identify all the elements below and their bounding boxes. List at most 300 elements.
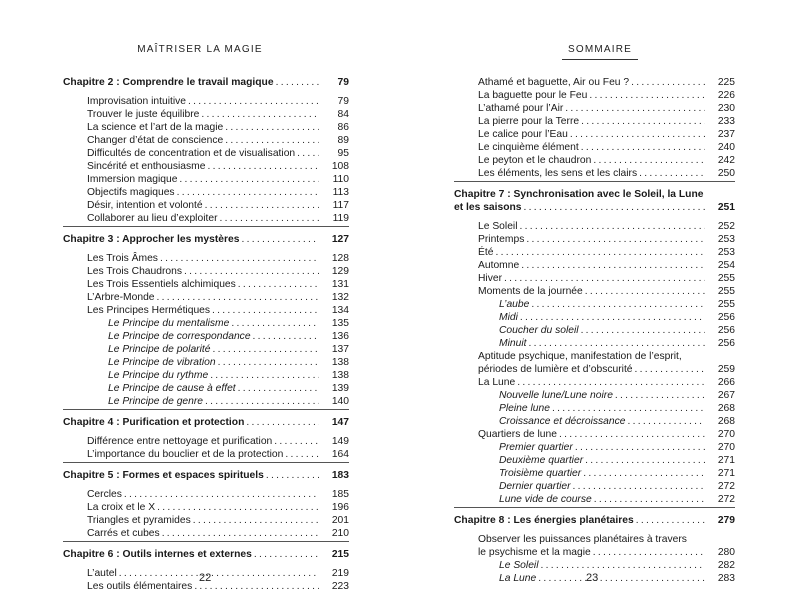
toc-entry (454, 76, 735, 89)
entry-page-number: 253 (717, 247, 735, 258)
entry-page-number: 119 (332, 213, 349, 224)
entry-page-number: 226 (717, 90, 735, 101)
dot-leader (157, 291, 319, 304)
entry-page-number: 183 (331, 470, 349, 481)
entry-page-number: 233 (717, 116, 735, 127)
entry-title (499, 337, 526, 350)
entry-title: Différence entre nettoyage et purification (87, 436, 273, 447)
entry-title (499, 559, 539, 572)
entry-title-emphasis: Deuxième quartier (499, 455, 584, 466)
running-head-text: SOMMAIRE (562, 44, 638, 60)
entry-title: La pierre pour la Terre (478, 116, 580, 127)
entry-page-number: 272 (717, 481, 735, 492)
dot-leader (565, 102, 705, 115)
entry-title (108, 382, 236, 395)
chapter-separator (63, 409, 349, 410)
dot-leader (585, 285, 705, 298)
toc-entry (454, 102, 735, 115)
toc-entry (454, 311, 735, 324)
toc-entry (63, 186, 349, 199)
entry-title-prefix: Le Principe de (108, 383, 177, 394)
entry-page-number: 140 (331, 396, 349, 407)
dot-leader (210, 369, 319, 382)
toc-entry (63, 304, 349, 317)
toc-entry (454, 141, 735, 154)
entry-page-number: 84 (337, 109, 349, 120)
dot-leader (635, 363, 705, 376)
entry-page-number: 136 (331, 331, 349, 342)
toc-entry (454, 154, 735, 167)
dot-leader (225, 121, 319, 134)
entry-title: La Lune (478, 377, 516, 388)
entry-page-number: 266 (717, 377, 735, 388)
entry-title: La science et l’art de la magie (87, 122, 224, 133)
entry-title-emphasis: Minuit (499, 338, 527, 349)
running-head (400, 44, 800, 60)
dot-leader (526, 233, 705, 246)
entry-title-prefix: Le Principe du (108, 318, 177, 329)
entry-title: Difficultés de concentration et de visualisation (87, 148, 296, 159)
entry-page-number: 137 (331, 344, 349, 355)
toc-entry (454, 454, 735, 467)
entry-page-number: 242 (717, 155, 735, 166)
toc-entry (63, 448, 349, 461)
entry-page-number: 135 (331, 318, 349, 329)
entry-title: Été (478, 247, 494, 258)
toc-entry (63, 435, 349, 448)
toc-entry (454, 415, 735, 428)
toc-entry (63, 343, 349, 356)
entry-title-emphasis: Troisième quartier (499, 468, 582, 479)
entry-page-number: 250 (717, 168, 735, 179)
toc-entry (454, 533, 735, 559)
dot-leader (241, 233, 319, 246)
entry-title: Chapitre 2 : Comprendre le travail magique (63, 77, 274, 88)
entry-title-prefix: Le Principe de (108, 344, 177, 355)
toc-entry (63, 395, 349, 408)
dot-leader (266, 469, 319, 482)
entry-title (499, 454, 583, 467)
toc-entry (63, 147, 349, 160)
dot-leader (541, 559, 706, 572)
toc-entry (63, 278, 349, 291)
entry-title: Chapitre 4 : Purification et protection (63, 417, 245, 428)
entry-page-number: 79 (337, 96, 349, 107)
entry-title: L’Arbre-Monde (87, 292, 155, 303)
page-number: 23 (586, 572, 599, 584)
running-head (0, 44, 400, 59)
dot-leader (177, 186, 319, 199)
dot-leader (297, 147, 319, 160)
entry-title-emphasis: Croissance et décroissance (499, 416, 626, 427)
entry-title: Athamé et baguette, Air ou Feu ? (478, 77, 630, 88)
entry-page-number: 268 (717, 416, 735, 427)
entry-page-number: 210 (331, 528, 349, 539)
entry-title-emphasis: Lune vide de course (499, 494, 592, 505)
toc-entry (63, 369, 349, 382)
entry-page-number: 139 (331, 383, 349, 394)
entry-title: Printemps (478, 234, 525, 245)
entry-page-number: 255 (717, 273, 735, 284)
entry-page-number: 89 (337, 135, 349, 146)
entry-title (499, 324, 579, 337)
entry-page-number: 283 (717, 573, 735, 584)
entry-title (499, 467, 581, 480)
toc-entry (63, 212, 349, 225)
table-of-contents (454, 76, 735, 585)
toc-entry (454, 559, 735, 572)
entry-title-emphasis: cause à effet (176, 383, 236, 394)
entry-title: Moments de la journée (478, 286, 583, 297)
entry-title-emphasis: mentalisme (176, 318, 230, 329)
toc-entry (454, 167, 735, 180)
dot-leader (188, 95, 319, 108)
entry-page-number: 252 (717, 221, 735, 232)
toc-entry (454, 480, 735, 493)
toc-entry (454, 441, 735, 454)
entry-title-prefix: Le Principe de (108, 357, 177, 368)
entry-page-number: 134 (331, 305, 349, 316)
entry-title-emphasis: La Lune (499, 573, 537, 584)
entry-page-number: 280 (717, 547, 735, 558)
dot-leader (559, 428, 705, 441)
entry-title-emphasis: rythme (176, 370, 209, 381)
entry-page-number: 225 (717, 77, 735, 88)
entry-title (108, 395, 203, 408)
toc-entry (454, 389, 735, 402)
entry-title-emphasis: Nouvelle lune/Lune noire (499, 390, 613, 401)
entry-title (499, 311, 518, 324)
entry-title-emphasis: correspondance (176, 331, 251, 342)
entry-title (499, 572, 536, 585)
entry-title (108, 343, 210, 356)
dot-leader (585, 454, 705, 467)
dot-leader (520, 220, 706, 233)
entry-page-number: 113 (332, 187, 349, 198)
entry-title: L’importance du bouclier et de la protection (87, 449, 284, 460)
entry-title: L’autel (87, 568, 117, 579)
entry-title-line: le psychisme et la magie (478, 547, 591, 558)
toc-entry (454, 298, 735, 311)
chapter-separator (63, 462, 349, 463)
entry-page-number: 219 (331, 568, 349, 579)
dot-leader (520, 311, 705, 324)
entry-title: Les éléments, les sens et les clairs (478, 168, 638, 179)
toc-entry (63, 160, 349, 173)
entry-title: Hiver (478, 273, 503, 284)
dot-leader (528, 337, 705, 350)
entry-page-number: 138 (331, 357, 349, 368)
toc-entry (63, 488, 349, 501)
entry-title: Trouver le juste équilibre (87, 109, 200, 120)
entry-title-emphasis: L’aube (499, 299, 530, 310)
entry-page-number: 270 (717, 442, 735, 453)
toc-entry (454, 128, 735, 141)
entry-title (499, 298, 529, 311)
entry-page-number: 255 (717, 286, 735, 297)
entry-last-line (478, 363, 705, 376)
dot-leader (583, 467, 705, 480)
dot-leader (581, 115, 705, 128)
dot-leader (627, 415, 705, 428)
toc-entry (454, 259, 735, 272)
entry-page-number: 270 (717, 429, 735, 440)
toc-entry (454, 220, 735, 233)
entry-title-prefix: Le Principe du (108, 370, 177, 381)
entry-title: Sincérité et enthousiasme (87, 161, 206, 172)
dot-leader (594, 493, 705, 506)
toc-entry (63, 382, 349, 395)
dot-leader (162, 527, 319, 540)
toc-entry (63, 356, 349, 369)
dot-leader (570, 128, 705, 141)
dot-leader (212, 304, 319, 317)
dot-leader (205, 395, 319, 408)
toc-entry (454, 233, 735, 246)
entry-title: Objectifs magiques (87, 187, 175, 198)
dot-leader (531, 298, 705, 311)
entry-page-number: 127 (331, 234, 349, 245)
entry-page-number: 129 (331, 266, 349, 277)
toc-entry (454, 246, 735, 259)
toc-chapter-entry (63, 76, 349, 89)
dot-leader (193, 514, 319, 527)
dot-leader (285, 448, 319, 461)
dot-leader (639, 167, 705, 180)
entry-page-number: 282 (717, 560, 735, 571)
entry-page-number: 271 (717, 468, 735, 479)
toc-chapter-entry (63, 548, 349, 561)
entry-page-number: 256 (717, 338, 735, 349)
entry-page-number: 147 (331, 417, 349, 428)
dot-leader (225, 134, 319, 147)
entry-page-number: 196 (331, 502, 349, 513)
chapter-separator (454, 181, 735, 182)
toc-entry (454, 272, 735, 285)
toc-entry (454, 337, 735, 350)
dot-leader (119, 567, 319, 580)
entry-page-number: 215 (331, 549, 349, 560)
entry-title-line: Aptitude psychique, manifestation de l’esprit, (478, 351, 682, 362)
dot-leader (207, 160, 319, 173)
entry-title-emphasis: Pleine lune (499, 403, 550, 414)
dot-leader (218, 356, 319, 369)
dot-leader (593, 154, 705, 167)
toc-entry (63, 501, 349, 514)
entry-title (108, 356, 216, 369)
dot-leader (254, 548, 319, 561)
dot-leader (504, 272, 705, 285)
entry-title: Le calice pour l’Eau (478, 129, 568, 140)
entry-title: Chapitre 3 : Approcher les mystères (63, 234, 240, 245)
dot-leader (194, 580, 319, 593)
entry-title-prefix: Le Principe de (108, 331, 177, 342)
chapter-separator (63, 541, 349, 542)
entry-page-number: 254 (717, 260, 735, 271)
entry-page-number: 95 (337, 148, 349, 159)
running-head-text: MAÎTRISER LA MAGIE (137, 44, 263, 55)
entry-last-line (454, 201, 705, 214)
entry-title-line: Chapitre 7 : Synchronisation avec le Soleil, la Lune (454, 189, 704, 200)
dot-leader (274, 435, 319, 448)
entry-page-number: 132 (331, 292, 349, 303)
toc-entry (454, 428, 735, 441)
entry-title-emphasis: Midi (499, 312, 518, 323)
dot-leader (246, 416, 319, 429)
entry-page-number: 149 (331, 436, 349, 447)
dot-leader (124, 488, 319, 501)
toc-entry (63, 121, 349, 134)
entry-title: Triangles et pyramides (87, 515, 191, 526)
entry-page-number: 86 (337, 122, 349, 133)
entry-title: Improvisation intuitive (87, 96, 187, 107)
entry-title: Automne (478, 260, 520, 271)
toc-chapter-entry (63, 469, 349, 482)
entry-title: Les Principes Hermétiques (87, 305, 211, 316)
entry-page-number: 255 (717, 299, 735, 310)
entry-title: Le Soleil (478, 221, 518, 232)
entry-page-number: 279 (717, 515, 735, 526)
dot-leader (593, 546, 705, 559)
dot-leader (589, 89, 705, 102)
dot-leader (581, 141, 705, 154)
right-page (400, 0, 800, 613)
entry-last-line (478, 546, 705, 559)
entry-title: Collaborer au lieu d’exploiter (87, 213, 218, 224)
dot-leader (160, 252, 319, 265)
dot-leader (238, 382, 319, 395)
entry-title: Les Trois Essentiels alchimiques (87, 279, 236, 290)
entry-title-line: et les saisons (454, 202, 522, 213)
dot-leader (184, 265, 319, 278)
toc-entry (63, 252, 349, 265)
entry-page-number: 79 (337, 77, 349, 88)
toc-chapter-entry (454, 188, 735, 214)
entry-page-number: 256 (717, 325, 735, 336)
entry-title-emphasis: Coucher du soleil (499, 325, 579, 336)
dot-leader (636, 514, 705, 527)
entry-title (108, 317, 229, 330)
entry-page-number: 240 (717, 142, 735, 153)
entry-page-number: 237 (717, 129, 735, 140)
toc-entry (63, 95, 349, 108)
entry-title: Les Trois Chaudrons (87, 266, 183, 277)
entry-title: Le peyton et le chaudron (478, 155, 592, 166)
dot-leader (201, 108, 319, 121)
entry-title-emphasis: genre (176, 396, 204, 407)
dot-leader (276, 76, 319, 89)
toc-entry (63, 265, 349, 278)
dot-leader (238, 278, 319, 291)
entry-page-number: 108 (331, 161, 349, 172)
entry-title (499, 493, 592, 506)
dot-leader (253, 330, 319, 343)
dot-leader (615, 389, 705, 402)
entry-page-number: 259 (717, 364, 735, 375)
entry-page-number: 185 (331, 489, 349, 500)
entry-title-emphasis: Premier quartier (499, 442, 573, 453)
entry-page-number: 223 (331, 581, 349, 592)
entry-title (499, 415, 625, 428)
entry-page-number: 230 (717, 103, 735, 114)
toc-chapter-entry (63, 416, 349, 429)
entry-title: Quartiers de lune (478, 429, 557, 440)
entry-title: Chapitre 5 : Formes et espaces spirituels (63, 470, 264, 481)
toc-entry (63, 199, 349, 212)
entry-title-line: périodes de lumière et d’obscurité (478, 364, 633, 375)
toc-chapter-entry (454, 514, 735, 527)
entry-title-line: Observer les puissances planétaires à travers (478, 534, 687, 545)
entry-title: La baguette pour le Feu (478, 90, 588, 101)
entry-title: Changer d’état de conscience (87, 135, 224, 146)
entry-page-number: 201 (331, 515, 349, 526)
entry-page-number: 138 (331, 370, 349, 381)
entry-title (499, 402, 550, 415)
entry-page-number: 128 (331, 253, 349, 264)
toc-entry (454, 89, 735, 102)
dot-leader (517, 376, 705, 389)
toc-chapter-entry (63, 233, 349, 246)
entry-page-number: 271 (717, 455, 735, 466)
entry-title: Chapitre 6 : Outils internes et externes (63, 549, 252, 560)
entry-title (108, 369, 208, 382)
entry-page-number: 272 (717, 494, 735, 505)
toc-entry (454, 467, 735, 480)
entry-title: Désir, intention et volonté (87, 200, 203, 211)
chapter-separator (454, 507, 735, 508)
toc-entry (63, 108, 349, 121)
entry-title (108, 330, 251, 343)
entry-title-emphasis: vibration (176, 357, 216, 368)
dot-leader (521, 259, 705, 272)
entry-title: La croix et le X (87, 502, 156, 513)
entry-page-number: 110 (332, 174, 349, 185)
chapter-separator (63, 226, 349, 227)
dot-leader (575, 441, 705, 454)
entry-title: Les outils élémentaires (87, 581, 193, 592)
toc-entry (63, 134, 349, 147)
toc-entry (63, 514, 349, 527)
entry-title: Chapitre 8 : Les énergies planétaires (454, 515, 634, 526)
entry-page-number: 256 (717, 312, 735, 323)
entry-title: Carrés et cubes (87, 528, 160, 539)
dot-leader (581, 324, 705, 337)
toc-entry (454, 493, 735, 506)
toc-entry (454, 376, 735, 389)
dot-leader (157, 501, 319, 514)
dot-leader (231, 317, 319, 330)
dot-leader (205, 199, 319, 212)
dot-leader (495, 246, 705, 259)
table-of-contents (63, 76, 349, 593)
dot-leader (179, 173, 319, 186)
toc-entry (63, 173, 349, 186)
toc-entry (63, 291, 349, 304)
entry-page-number: 253 (717, 234, 735, 245)
entry-title: L’athamé pour l’Air (478, 103, 564, 114)
dot-leader (212, 343, 319, 356)
entry-page-number: 117 (332, 200, 349, 211)
toc-entry (454, 350, 735, 376)
entry-title: Les Trois Âmes (87, 253, 158, 264)
entry-page-number: 164 (331, 449, 349, 460)
entry-title: Le cinquième élément (478, 142, 579, 153)
dot-leader (524, 201, 705, 214)
toc-entry (454, 115, 735, 128)
dot-leader (538, 572, 705, 585)
entry-title (499, 389, 613, 402)
toc-entry (454, 285, 735, 298)
